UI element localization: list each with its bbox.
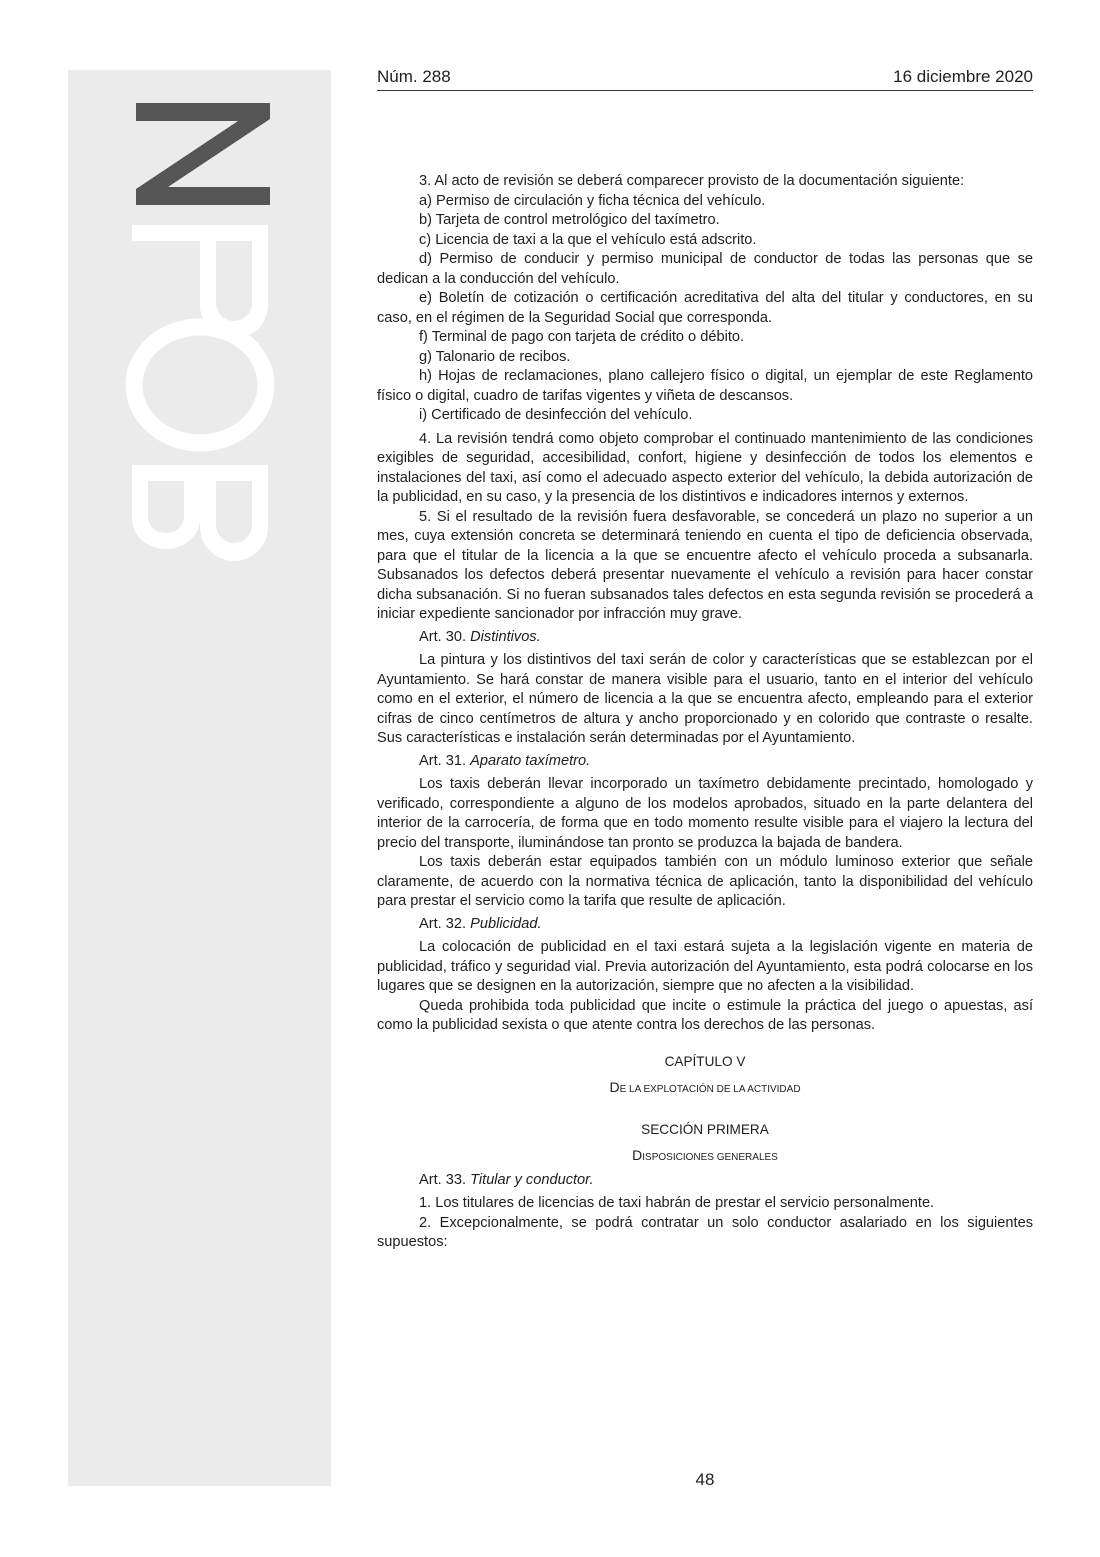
article-31-text-2: Los taxis deberán estar equipados también con un módulo luminoso exterior que señale claramente, de acuerdo con la normativa técnica de aplicación, tanto la disponibilidad del vehículo para prestar el servicio como la tarifa que resulte de aplicación. bbox=[377, 854, 1033, 909]
chapter-subtitle bbox=[377, 1078, 1033, 1100]
bulletin-number: Núm. 288 bbox=[377, 67, 451, 86]
section-subtitle-rest: ISPOSICIONES GENERALES bbox=[642, 1152, 778, 1163]
logo-letter-o bbox=[134, 327, 266, 443]
logo-letter-b bbox=[132, 465, 268, 561]
page-header bbox=[377, 66, 1033, 91]
article-32-text-1: La colocación de publicidad en el taxi estará sujeta a la legislación vigente en materia de publicidad, tráfico y seguridad vial. Previa autorización del Ayuntamiento, esta podrá colocarse en los lugares que se designen en la autorización, siempre que no afecten a la visibilidad. bbox=[377, 939, 1033, 994]
list-item-b: b) Tarjeta de control metrológico del taxímetro. bbox=[419, 212, 720, 228]
paragraph-3: 3. Al acto de revisión se deberá comparecer provisto de la documentación siguiente: bbox=[419, 173, 965, 189]
bulletin-date: 16 diciembre 2020 bbox=[893, 67, 1033, 86]
article-33-text-1: 1. Los titulares de licencias de taxi habrán de prestar el servicio personalmente. bbox=[419, 1195, 935, 1211]
article-number: Art. 32. bbox=[419, 915, 467, 932]
article-title: Titular y conductor. bbox=[470, 1171, 594, 1188]
list-item-h: h) Hojas de reclamaciones, plano callejero físico o digital, un ejemplar de este Reglamento físico o digital, cuadro de tarifas vigentes y viñeta de descansos. bbox=[377, 368, 1033, 404]
page-number: 48 bbox=[695, 1470, 715, 1489]
article-33-text-2: 2. Excepcionalmente, se podrá contratar un solo conductor asalariado en los siguientes supuestos: bbox=[377, 1214, 1033, 1250]
article-30-heading bbox=[377, 628, 1033, 648]
paragraph-5: 5. Si el resultado de la revisión fuera desfavorable, se concederá un plazo no superior a un mes, cuya extensión concreta se determinará teniendo en cuenta el tipo de deficiencia observada, para que el titular de la licencia a la que se encuentre afecto el vehículo proceda a subsanarla. Subsanados los defectos deberá presentar nuevamente el vehículo a revisión para hacer constar dicha subsanación. Si no fueran subsanados tales defectos en esta segunda revisión se procederá a iniciar expediente sancionador por infracción muy grave. bbox=[377, 508, 1033, 622]
list-item-i: i) Certificado de desinfección del vehículo. bbox=[419, 407, 693, 423]
list-item-c: c) Licencia de taxi a la que el vehículo está adscrito. bbox=[419, 231, 757, 248]
article-number: Art. 33. bbox=[419, 1171, 467, 1188]
chapter-subtitle-initial: D bbox=[609, 1079, 620, 1095]
paragraph-4: 4. La revisión tendrá como objeto comprobar el continuado mantenimiento de las condiciones exigibles de seguridad, accesibilidad, confort, higiene y desinfección de todos los elementos e instalaciones del taxi, así como el adecuado aspecto exterior del vehículo, la debida autorización de la publicidad, en su caso, y la presencia de los distintivos e indicadores internos y externos. bbox=[377, 430, 1033, 505]
article-32-text-2: Queda prohibida toda publicidad que incite o estimule la práctica del juego o apuestas, así como la publicidad sexista o que atente contra los derechos de las personas. bbox=[377, 997, 1033, 1033]
document-body bbox=[377, 172, 1033, 1253]
article-31-heading bbox=[377, 752, 1033, 772]
section-subtitle-initial: D bbox=[632, 1147, 643, 1163]
article-32-heading bbox=[377, 915, 1033, 935]
article-30-text: La pintura y los distintivos del taxi serán de color y características que se establezcan por el Ayuntamiento. Se hará constar de manera visible para el usuario, tanto en el interior del vehículo como en el exterior, el número de licencia a la que se encuentra afecto, empleando para el exterior cifras de cinco centímetros de altura y ancho proporcionado y en colorido que contraste o resalte. Sus características e instalación serán determinadas por el Ayuntamiento. bbox=[377, 652, 1033, 746]
article-title: Distintivos. bbox=[470, 628, 541, 645]
list-item-d: d) Permiso de conducir y permiso municipal de conductor de todas las personas que se dedican a la conducción del vehículo. bbox=[377, 251, 1033, 287]
article-title: Publicidad. bbox=[470, 915, 542, 932]
section-heading: SECCIÓN PRIMERA bbox=[641, 1121, 769, 1137]
list-item-f: f) Terminal de pago con tarjeta de crédito o débito. bbox=[419, 329, 745, 345]
chapter-subtitle-rest: E LA EXPLOTACIÓN DE LA ACTIVIDAD bbox=[619, 1084, 801, 1095]
article-33-heading bbox=[377, 1171, 1033, 1191]
list-item-e: e) Boletín de cotización o certificación acreditativa del alta del titular y conductores, en su caso, en el régimen de la Seguridad Social que corresponda. bbox=[377, 290, 1033, 326]
article-title: Aparato taxímetro. bbox=[470, 752, 591, 769]
article-number: Art. 30. bbox=[419, 628, 467, 645]
logo-letter-z bbox=[136, 103, 270, 205]
article-31-text-1: Los taxis deberán llevar incorporado un taxímetro debidamente precintado, homologado y verificado, correspondiente a alguno de los modelos aprobados, situado en la parte delantera del interior de la carrocería, de forma que en todo momento resulte visible para el viajero la lectura del precio del transporte, iluminándose tan pronto se produzca la bajada de bandera. bbox=[377, 776, 1033, 851]
bopz-logo bbox=[118, 95, 278, 585]
section-subtitle bbox=[377, 1146, 1033, 1168]
list-item-g: g) Talonario de recibos. bbox=[419, 348, 571, 365]
chapter-heading: CAPÍTULO V bbox=[664, 1053, 746, 1069]
list-item-a: a) Permiso de circulación y ficha técnica del vehículo. bbox=[419, 192, 766, 209]
article-number: Art. 31. bbox=[419, 752, 467, 769]
